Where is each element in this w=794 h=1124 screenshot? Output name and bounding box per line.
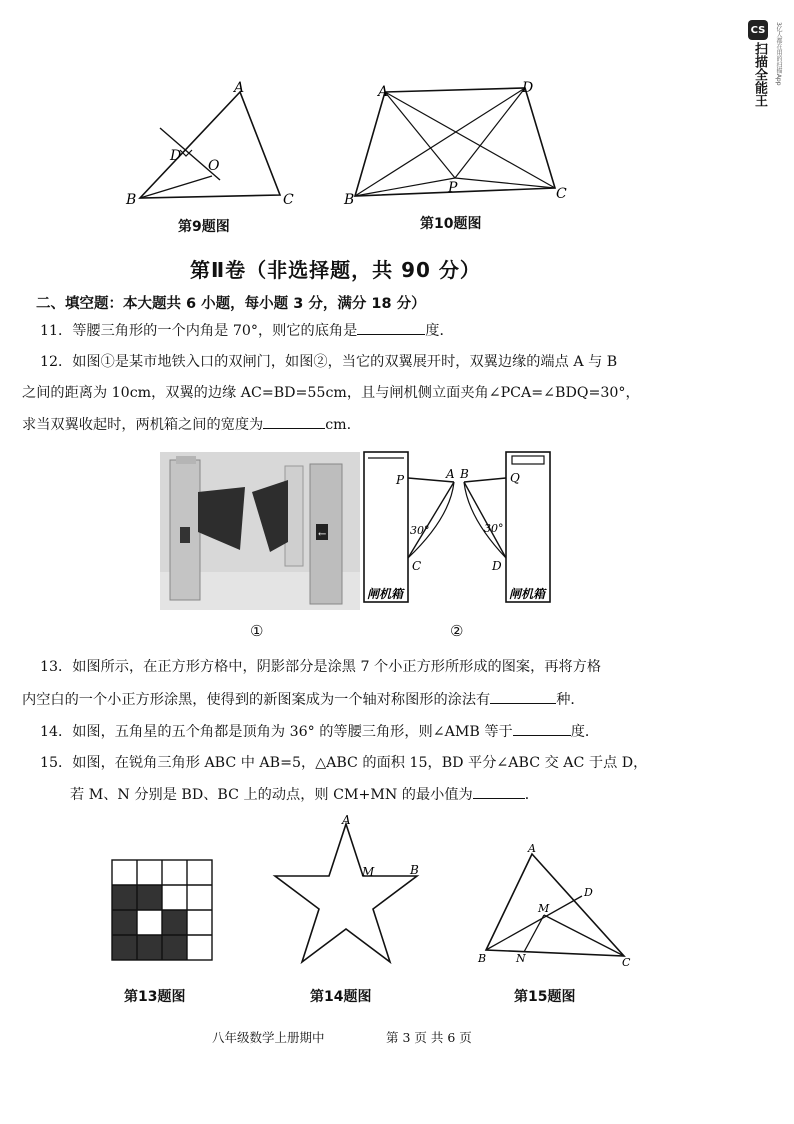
fig10-label-p: P bbox=[448, 180, 458, 196]
fig9-label-b: B bbox=[126, 192, 137, 208]
gate-photo bbox=[160, 452, 360, 610]
figure-10 bbox=[340, 78, 580, 213]
question-14 bbox=[40, 721, 599, 742]
q12-line1: 12．如图①是某市地铁入口的双闸门，如图②，当它的双翼展开时，双翼边缘的端点 A 与 B bbox=[40, 354, 618, 370]
figure-9 bbox=[120, 80, 310, 210]
fig12-label-d: D bbox=[492, 559, 502, 573]
fig14-label-m: M bbox=[362, 865, 375, 879]
fig9-label-o: O bbox=[208, 158, 220, 174]
grid-shaded-cell bbox=[162, 935, 187, 960]
fig14-caption: 第14题图 bbox=[310, 989, 372, 1005]
q15-punct: ． bbox=[524, 787, 539, 803]
svg-text:←: ← bbox=[318, 529, 327, 540]
figure-14-star bbox=[262, 812, 442, 980]
fig12-label-p: P bbox=[396, 473, 405, 487]
question-12-line3 bbox=[22, 414, 351, 435]
scanner-app-name: 扫描全能王 bbox=[752, 42, 767, 107]
figure-13-grid bbox=[110, 858, 216, 964]
fig9-label-c: C bbox=[283, 192, 294, 208]
q12-line2: 之间的距离为 10cm，双翼的边缘 AC=BD=55cm，且与闸机侧立面夹角∠PCA=∠BDQ=30°， bbox=[22, 385, 640, 401]
q14-answer-blank[interactable] bbox=[513, 721, 571, 736]
q11-unit: 度． bbox=[425, 323, 454, 339]
fig12-box-left: 闸机箱 bbox=[367, 587, 404, 601]
fig10-label-c: C bbox=[556, 186, 567, 202]
figure-12-diagram bbox=[358, 448, 578, 608]
fig12-caption-1: ① bbox=[250, 622, 264, 640]
footer-subject: 八年级数学上册期中 bbox=[212, 1030, 325, 1045]
grid-shaded-cell bbox=[112, 910, 137, 935]
fig12-box-right: 闸机箱 bbox=[509, 587, 546, 601]
q13-answer-blank[interactable] bbox=[490, 689, 556, 704]
fig12-angle-right: 30° bbox=[484, 522, 504, 535]
fig14-label-b: B bbox=[410, 863, 419, 877]
fig12-label-a: A bbox=[446, 467, 455, 481]
q15-line1: 15．如图，在锐角三角形 ABC 中 AB=5，△ABC 的面积 15，BD 平分∠ABC 交 AC 于点 D， bbox=[40, 755, 648, 771]
q15-answer-blank[interactable] bbox=[473, 784, 525, 799]
question-11 bbox=[40, 320, 454, 341]
q13-text: 内空白的一个小正方形涂黑，使得到的新图案成为一个轴对称图形的涂法有 bbox=[22, 692, 491, 708]
fig10-label-b: B bbox=[344, 192, 355, 208]
fig15-label-a: A bbox=[528, 842, 536, 855]
fig15-label-d: D bbox=[584, 886, 593, 899]
fig9-caption: 第9题图 bbox=[178, 219, 230, 235]
question-15-line2 bbox=[70, 784, 539, 805]
grid-shaded-cell bbox=[137, 935, 162, 960]
grid-shaded-cell bbox=[137, 885, 162, 910]
scanner-badge bbox=[748, 20, 770, 108]
gate-photo-drawing bbox=[160, 452, 360, 610]
fig12-label-b: B bbox=[460, 467, 469, 481]
fig12-label-c: C bbox=[412, 559, 422, 573]
cs-logo-icon: CS bbox=[748, 20, 768, 40]
figure-15-triangle bbox=[476, 838, 636, 970]
fig15-label-n: N bbox=[516, 952, 526, 965]
fig9-label-d: D bbox=[170, 148, 182, 164]
q11-answer-blank[interactable] bbox=[357, 320, 425, 335]
footer-page-number: 第 3 页 共 6 页 bbox=[386, 1030, 472, 1045]
section-title: 二、填空题：本大题共 6 小题，每小题 3 分，满分 18 分） bbox=[36, 296, 426, 312]
q13-line1: 13．如图所示，在正方形方格中，阴影部分是涂黑 7 个小正方形所形成的图案，再将方格 bbox=[40, 659, 602, 675]
q14-text: 14．如图，五角星的五个角都是顶角为 36° 的等腰三角形，则∠AMB 等于 bbox=[40, 724, 513, 740]
fig14-label-a: A bbox=[342, 813, 351, 827]
q12-text: 求当双翼收起时，两机箱之间的宽度为 bbox=[22, 417, 264, 433]
q12-unit: cm. bbox=[325, 417, 352, 433]
part-title: 第Ⅱ卷（非选择题，共 90 分） bbox=[190, 258, 481, 282]
grid-shaded-cell bbox=[112, 935, 137, 960]
fig10-label-a: A bbox=[378, 84, 389, 100]
q11-text: 11．等腰三角形的一个内角是 70°，则它的底角是 bbox=[40, 323, 358, 339]
fig13-caption: 第13题图 bbox=[124, 989, 186, 1005]
fig9-label-a: A bbox=[234, 80, 245, 96]
fig15-label-c: C bbox=[622, 956, 631, 969]
grid-shaded-cell bbox=[162, 910, 187, 935]
grid-shaded-cell bbox=[112, 885, 137, 910]
q13-unit: 种． bbox=[556, 692, 585, 708]
fig15-label-b: B bbox=[478, 952, 487, 965]
q14-unit: 度． bbox=[570, 724, 600, 740]
fig15-label-m: M bbox=[538, 902, 550, 915]
fig12-angle-left: 30° bbox=[410, 524, 430, 537]
fig12-label-q: Q bbox=[510, 471, 520, 485]
fig10-label-d: D bbox=[522, 80, 534, 96]
fig12-caption-2: ② bbox=[450, 622, 464, 640]
fig15-caption: 第15题图 bbox=[514, 989, 576, 1005]
scanner-subtitle: 3亿人都在用的扫描App bbox=[775, 22, 782, 86]
q12-answer-blank[interactable] bbox=[263, 414, 325, 429]
question-13-line2 bbox=[22, 689, 585, 710]
fig10-caption: 第10题图 bbox=[420, 216, 482, 232]
q15-text: 若 M、N 分别是 BD、BC 上的动点，则 CM+MN 的最小值为 bbox=[70, 787, 473, 803]
